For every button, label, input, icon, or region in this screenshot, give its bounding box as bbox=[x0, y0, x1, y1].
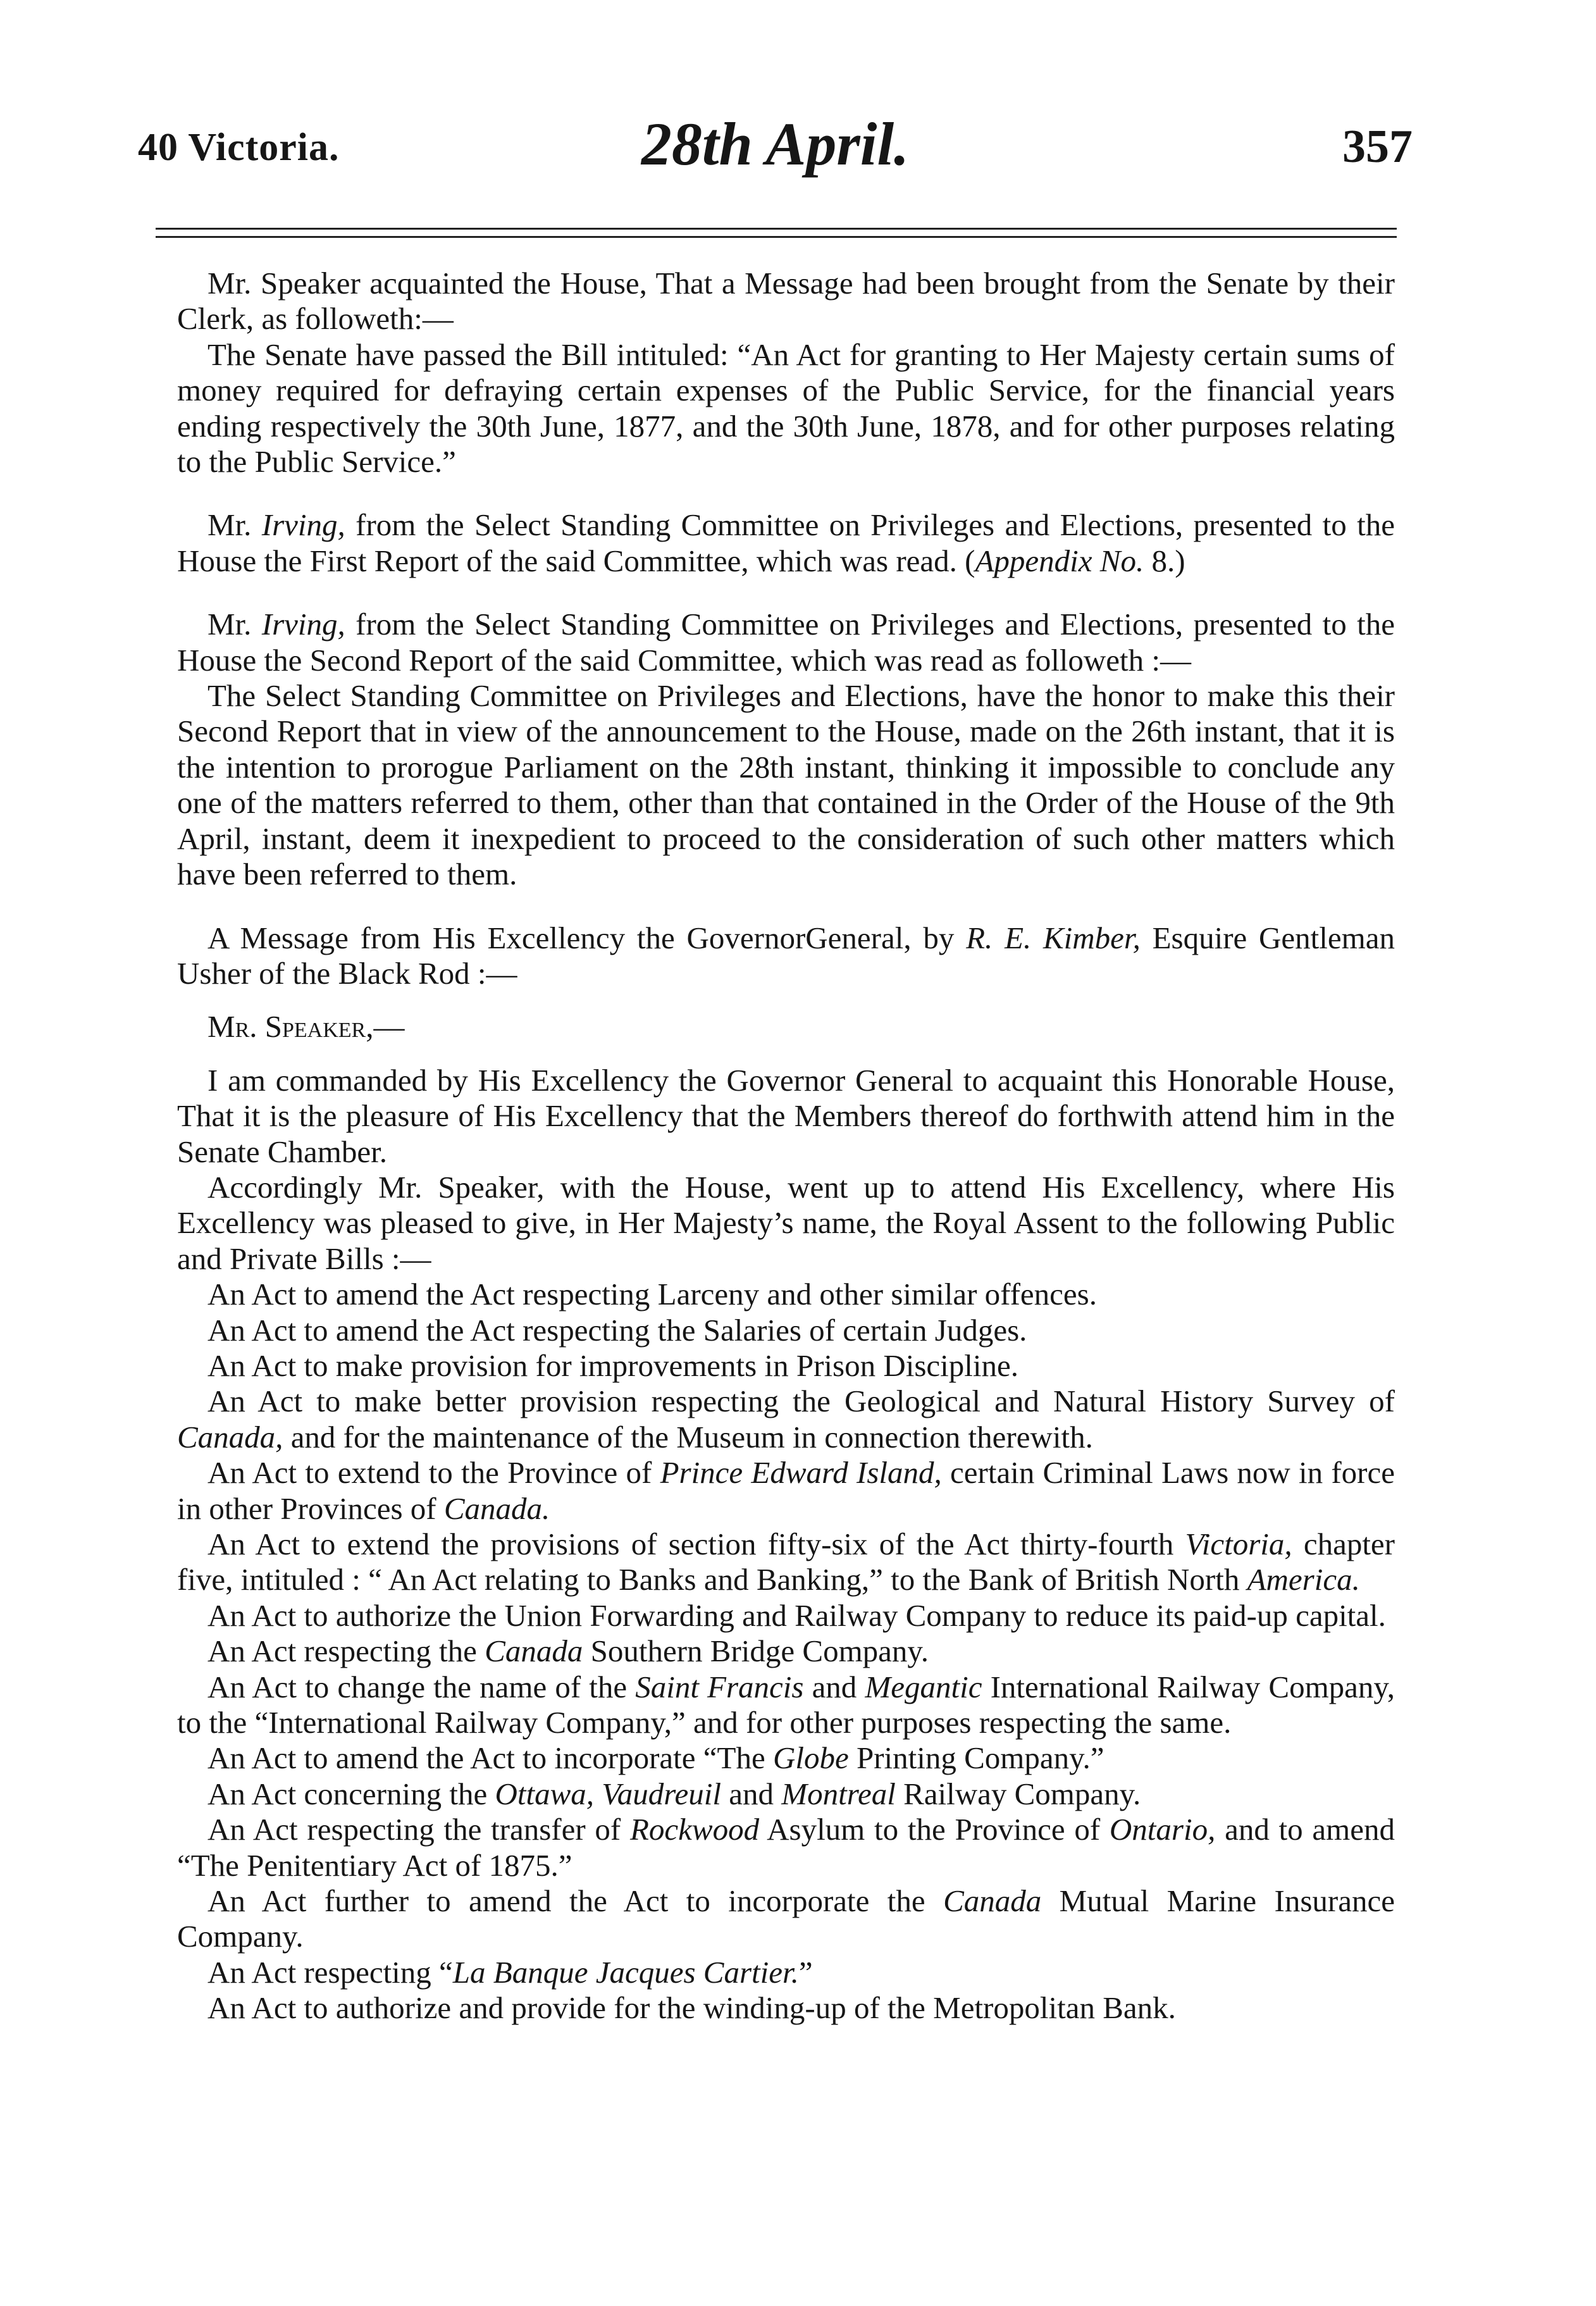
act-item: An Act to extend the provisions of section fifty-six of the Act thirty-fourth Victoria, chapter five, intituled : “ An Act relating to Banks and Banking,” to the Bank of British North America. bbox=[177, 1527, 1395, 1597]
command-paragraph: I am commanded by His Excellency the Governor General to acquaint this Honorable House, That it is the pleasure of His Excellency that the Members thereof do forthwith attend him in the Senate Chamber. bbox=[177, 1062, 1395, 1169]
first-report-paragraph: Mr. Irving, from the Select Standing Committee on Privileges and Elections, presented to the House the First Report of the said Committee, which was read. (Appendix No. 8.) bbox=[177, 507, 1395, 578]
header-rule-top bbox=[156, 228, 1397, 230]
second-report-paragraph: Mr. Irving, from the Select Standing Committee on Privileges and Elections, presented to the House the Second Report of the said Committee, which was read as followeth :— bbox=[177, 607, 1395, 678]
act-item: An Act respecting “La Banque Jacques Cartier.” bbox=[207, 1954, 813, 1990]
message-paragraph: Mr. Speaker acquainted the House, That a Message had been brought from the Senate by their Clerk, as followeth:— bbox=[177, 266, 1395, 337]
act-item: An Act further to amend the Act to incorporate the Canada Mutual Marine Insurance Company. bbox=[177, 1883, 1395, 1954]
act-item: An Act to extend to the Province of Prince Edward Island, certain Criminal Laws now in force in other Provinces of Canada. bbox=[177, 1455, 1395, 1526]
act-item: An Act to change the name of the Saint Francis and Megantic International Railway Company, to the “International Railway Company,” and for other purposes respecting the same. bbox=[177, 1669, 1395, 1740]
page-header bbox=[138, 106, 1413, 201]
act-item: An Act to make better provision respecting the Geological and Natural History Survey of Canada, and for the maintenance of the Museum in connection therewith. bbox=[177, 1384, 1395, 1454]
royal-assent-paragraph: Accordingly Mr. Speaker, with the House, went up to attend His Excellency, where His Excellency was pleased to give, in Her Majesty’s name, the Royal Assent to the following Public and Private Bills :— bbox=[177, 1169, 1395, 1276]
page-date: 28th April. bbox=[641, 110, 910, 178]
act-item: An Act to authorize the Union Forwarding and Railway Company to reduce its paid-up capital. bbox=[207, 1597, 1386, 1633]
regnal-year: 40 Victoria. bbox=[138, 126, 340, 169]
header-rule-bottom bbox=[156, 236, 1397, 238]
speaker-salutation: Mr. Speaker,— bbox=[207, 1009, 405, 1045]
committee-report-text: The Select Standing Committee on Privileges and Elections, have the honor to make this their Second Report that in view of the announcement to the House, made on the 26th instant, that it is the intention to prorogue Parliament on the 28th instant, thinking it impossible to conclude any one of the matters referred to them, other than that contained in the Order of the House of the 9th April, instant, deem it inexpedient to proceed to the consideration of such other matters which have been referred to them. bbox=[177, 678, 1395, 892]
act-item: An Act respecting the transfer of Rockwood Asylum to the Province of Ontario, and to amend “The Penitentiary Act of 1875.” bbox=[177, 1812, 1395, 1883]
acts-list bbox=[177, 1277, 1395, 2026]
act-item: An Act to amend the Act respecting the Salaries of certain Judges. bbox=[207, 1312, 1027, 1348]
page-number: 357 bbox=[1342, 121, 1413, 173]
act-item: An Act to amend the Act to incorporate “The Globe Printing Company.” bbox=[207, 1740, 1104, 1776]
journal-body bbox=[177, 266, 1395, 2026]
act-item: An Act to amend the Act respecting Larceny and other similar offences. bbox=[207, 1277, 1097, 1312]
act-item: An Act to authorize and provide for the winding-up of the Metropolitan Bank. bbox=[207, 1990, 1176, 2026]
act-item: An Act to make provision for improvements in Prison Discipline. bbox=[207, 1348, 1019, 1383]
act-item: An Act respecting the Canada Southern Bridge Company. bbox=[207, 1633, 929, 1669]
governor-message-paragraph: A Message from His Excellency the GovernorGeneral, by R. E. Kimber, Esquire Gentleman Usher of the Black Rod :— bbox=[177, 920, 1395, 991]
act-item: An Act concerning the Ottawa, Vaudreuil and Montreal Railway Company. bbox=[207, 1776, 1141, 1811]
senate-bill-paragraph: The Senate have passed the Bill intituled: “An Act for granting to Her Majesty certain sums of money required for defraying certain expenses of the Public Service, for the financial years ending respectively the 30th June, 1877, and the 30th June, 1878, and for other purposes relating to the Public Service.” bbox=[177, 337, 1395, 480]
